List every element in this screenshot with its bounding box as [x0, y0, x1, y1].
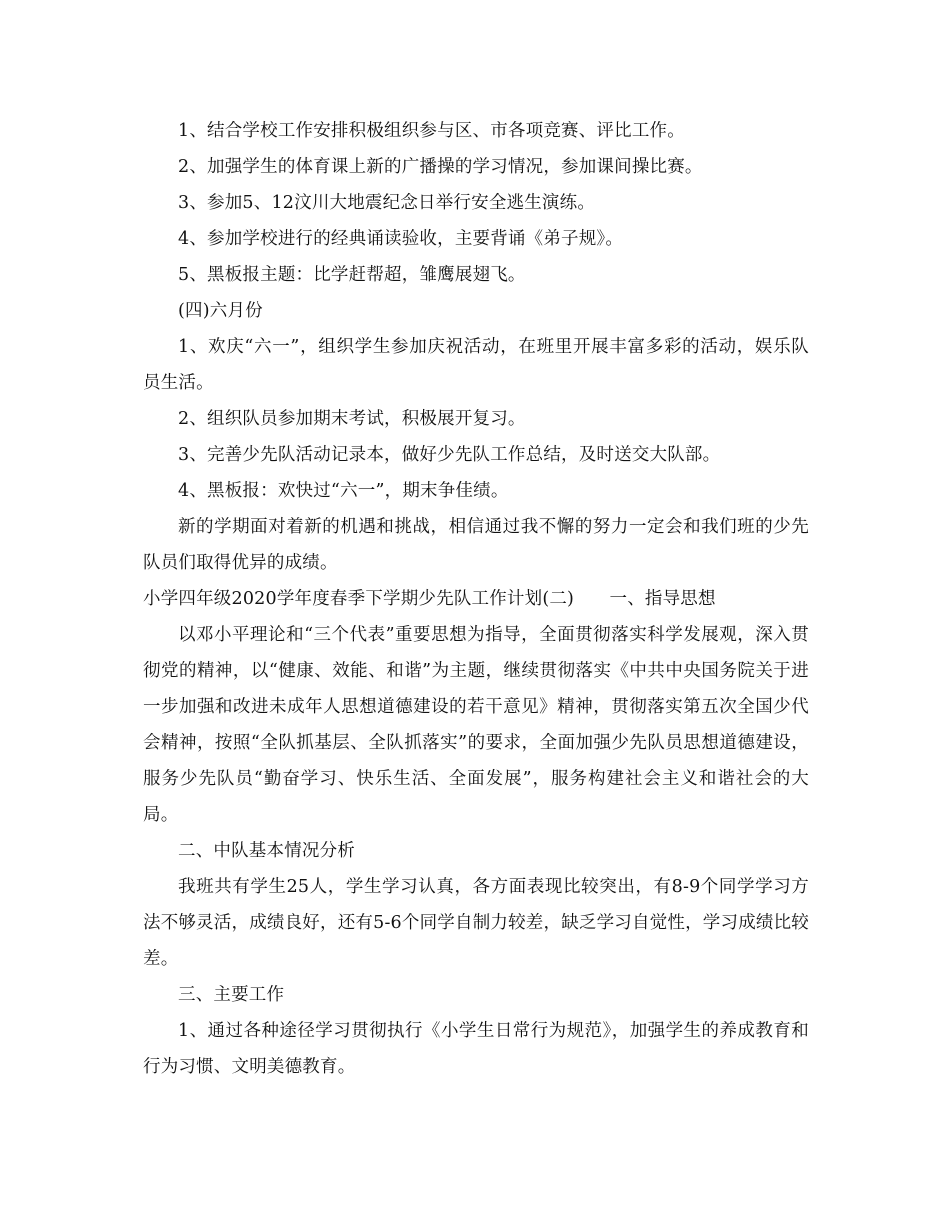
- document-body: [143, 113, 809, 1085]
- paragraph-item-4: 4、参加学校进行的经典诵读验收，主要背诵《弟子规》。: [178, 229, 624, 249]
- paragraph-item-2: 2、加强学生的体育课上新的广播操的学习情况，参加课间操比赛。: [178, 157, 703, 177]
- paragraph-june-2: 2、组织队员参加期末考试，积极展开复习。: [178, 409, 526, 429]
- guiding-thought-paragraph: 以邓小平理论和“三个代表”重要思想为指导，全面贯彻落实科学发展观，深入贯彻党的精神，以“健康、效能、和谐”为主题，继续贯彻落实《中共中央国务院关于进一步加强和改进未成年人思想道德建设的若干意见》精神，贯彻落实第五次全国少代会精神，按照“全队抓基层、全队抓落实”的要求，全面加强少先队员思想道德建设，服务少先队员“勤奋学习、快乐生活、全面发展”，服务构建社会主义和谐社会的大局。: [143, 625, 809, 825]
- section-heading-main-work: 三、主要工作: [178, 985, 285, 1005]
- paragraph-june-3: 3、完善少先队活动记录本，做好少先队工作总结，及时送交大队部。: [178, 445, 721, 465]
- paragraph-item-5: 5、黑板报主题：比学赶帮超，雏鹰展翅飞。: [178, 265, 526, 285]
- section-heading-analysis: 二、中队基本情况分析: [178, 841, 355, 861]
- paragraph-item-3: 3、参加5、12汶川大地震纪念日举行安全逃生演练。: [178, 193, 596, 213]
- analysis-paragraph: 我班共有学生25人，学生学习认真，各方面表现比较突出，有8-9个同学学习方法不够灵活，成绩良好，还有5-6个同学自制力较差，缺乏学习自觉性，学习成绩比较差。: [143, 877, 809, 969]
- paragraph-june-1: 1、欢庆“六一”，组织学生参加庆祝活动，在班里开展丰富多彩的活动，娱乐队员生活。: [143, 337, 809, 393]
- paragraph-item-1: 1、结合学校工作安排积极组织参与区、市各项竞赛、评比工作。: [178, 121, 685, 141]
- main-work-item-1: 1、通过各种途径学习贯彻执行《小学生日常行为规范》，加强学生的养成教育和行为习惯、文明美德教育。: [143, 1021, 809, 1077]
- closing-paragraph: 新的学期面对着新的机遇和挑战，相信通过我不懈的努力一定会和我们班的少先队员们取得优异的成绩。: [143, 517, 809, 573]
- section-heading-june: (四)六月份: [178, 301, 263, 321]
- paragraph-june-4: 4、黑板报：欢快过“六一”，期末争佳绩。: [178, 481, 509, 501]
- plan-title-line: 小学四年级2020学年度春季下学期少先队工作计划(二) 一、指导思想: [143, 589, 716, 609]
